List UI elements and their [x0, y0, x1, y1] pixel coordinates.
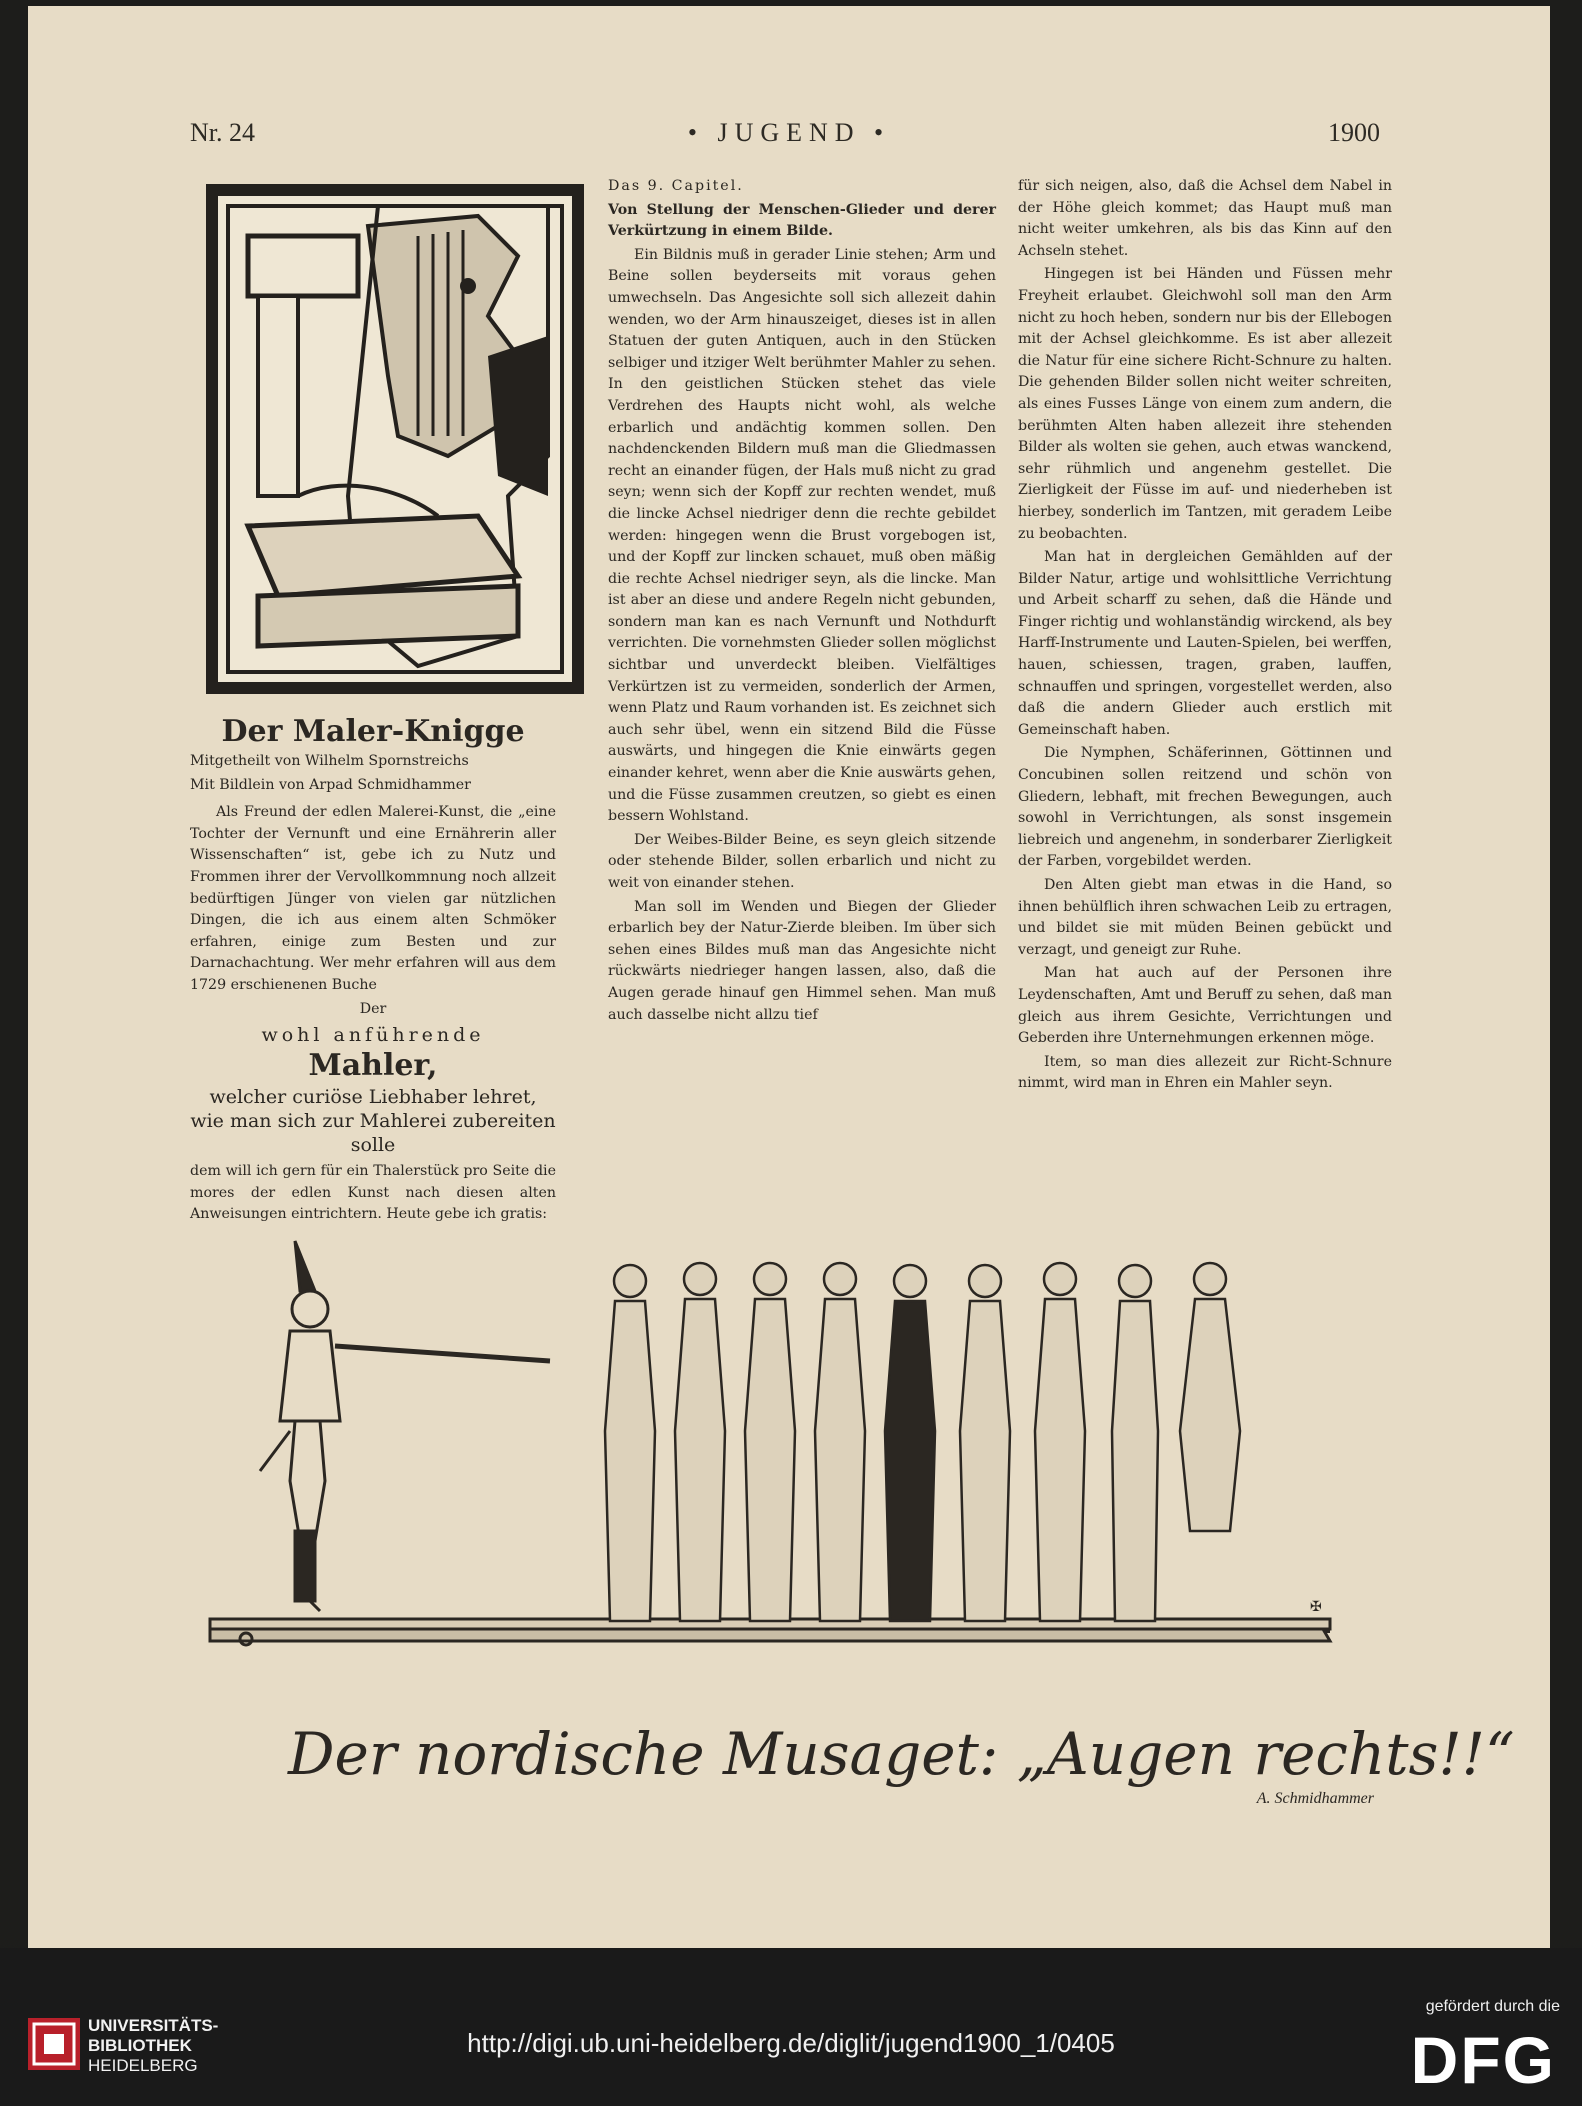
muse-figures	[605, 1263, 1240, 1621]
uni-line-2: BIBLIOTHEK	[88, 2036, 192, 2055]
column-right	[1018, 176, 1392, 1097]
subtitle-line-3: solle	[350, 1134, 396, 1157]
scanned-page	[28, 6, 1550, 1948]
artist-signature: A. Schmidhammer	[1256, 1790, 1374, 1807]
paragraph: Item, so man dies allezeit zur Richt-Schnure nimmt, wird man in Ehren ein Mahler seyn.	[1018, 1053, 1392, 1092]
uni-line-1: UNIVERSITÄTS-	[88, 2016, 219, 2035]
chapter-label: Das 9. Capitel.	[608, 178, 744, 194]
paragraph: Ein Bildnis muß in gerader Linie stehen; Arm und Beine sollen beyderseits mit voraus gehen umwechseln. Das Angesichte soll sich allezeit dahin wenden, wo der Arm hinauszeiget, dieses ist in allen Statuen der guten Antiquen, auch in den Stücken selbiger und itziger Welt berühmter Mahler zu sehen. In den geistlichen Stücken stehet das viele Verdrehen des Haupts nicht wohl, als welche erbarlich und andächtig kommen sollen. Den nachdenckenden Bildern muß man die Gliedmassen recht an einander fügen, der Hals muß nicht zu grad seyn; wenn sich der Kopff zur rechten wendet, muß die lincke Achsel niedriger denn die rechte gebildet werden: hingegen wenn die Brust vorgebogen ist, und der Kopff zur lincken schauet, muß oben mäßig die rechte Achsel niedriger seyn, als die lincke. Man ist aber an diese und andere Regeln nicht gebunden, sondern man kan es nach Vernunft und Nothdurft verrichten. Die vornehmsten Glieder sollen möglichst sichtbar und unverdeckt bleiben. Vielfältiges Verkürtzen ist zu vermeiden, sonderlich der Armen, wenn Platz und Raum vorhanden ist. Es zeichnet sich auch sehr übel, wenn ein sitzend Bild die Füsse auswärts, und hingegen die Knie einwärts gegen einander kehret, wenn aber die Knie auswärts gehen, und die Füsse zusammen creutzen, so giebt es einen bessern Wohlstand.	[608, 246, 996, 825]
paragraph: für sich neigen, also, daß die Achsel dem Nabel in der Höhe gleich kommet; das Haupt muß man nicht weiter umkehren, als bis das Kinn auf den Achseln stehet.	[1018, 178, 1392, 259]
credit-author: Mitgetheilt von Wilhelm Spornstreichs	[190, 753, 469, 769]
column-middle	[608, 176, 996, 1028]
wohl-anfuehrende: wohl anführende	[261, 1024, 485, 1047]
svg-text:✠: ✠	[1310, 1598, 1322, 1614]
paragraph: Man hat in dergleichen Gemählden auf der Bilder Natur, artige und wohlsittliche Verrichtung und Arbeit scharff zu sehen, daß die Hände und Finger richtig und wohlanständig wirckend, als bey Harff-Instrumente und Lauten-Spielen, bei werffen, hauen, schiessen, tragen, graben, lauffen, schnauffen und springen, vorgestellet werden, also daß die andern Glieder auch erstlich mit Gemeinschaft haben.	[1018, 549, 1392, 738]
uni-line-3: HEIDELBERG	[88, 2056, 198, 2075]
source-url-link[interactable]: http://digi.ub.uni-heidelberg.de/diglit/jugend1900_1/0405	[467, 2028, 1115, 2058]
article-title: Der Maler-Knigge	[221, 714, 525, 749]
column-left	[190, 712, 556, 1228]
muses-illustration	[200, 1231, 1380, 1641]
subtitle-line-1: welcher curiöse Liebhaber lehret,	[209, 1086, 537, 1109]
paragraph: Man hat auch auf der Personen ihre Leydenschaften, Amt und Beruff zu sehen, daß man gleich aus ihrem Gesichte, Verrichtungen und Geberden ihre Unternehmungen erkennen möge.	[1018, 965, 1392, 1047]
chapter-heading: Von Stellung der Menschen-Glieder und derer Verkürtzung in einem Bilde.	[608, 201, 996, 240]
painter-woodcut-drawing	[218, 196, 572, 682]
dfg-logo[interactable]: DFG	[1410, 2023, 1556, 2097]
issue-number: Nr. 24	[190, 118, 255, 147]
der-line: Der	[359, 1000, 387, 1017]
framed-woodcut-illustration	[206, 184, 584, 694]
caption-text: Der nordische Musaget: „Augen rechts!!“	[288, 1720, 1515, 1788]
paragraph: Der Weibes-Bilder Beine, es seyn gleich sitzende oder stehende Bilder, sollen erbarlich und nicht zu weit von einander stehen.	[608, 831, 996, 891]
journal-title: • JUGEND •	[687, 118, 891, 147]
funded-by-text: gefördert durch die	[1425, 1998, 1560, 2015]
paragraph: Den Alten giebt man etwas in die Hand, so ihnen behülflich ihren schwachen Leib zu ertragen, und bildet sie mit müden Beinen gebückt und verzagt, und geneigt zur Ruhe.	[1018, 877, 1392, 958]
year: 1900	[1328, 118, 1380, 147]
subtitle-line-2: wie man sich zur Mahlerei zubereiten	[190, 1110, 556, 1133]
mahler-heading: Mahler,	[308, 1048, 438, 1084]
footer-bar	[0, 1948, 1582, 2106]
paragraph: Hingegen ist bei Händen und Füssen mehr Freyheit erlaubet. Gleichwohl soll man den Arm nicht zu hoch heben, sondern nur bis der Ellebogen mit der Achsel gleichkomme. Es ist aber allezeit die Natur für eine sichere Richt-Schnure zu halten. Die gehenden Bilder sollen nicht weiter schreiten, als eines Fusses Länge von einem zum andern, die berühmten Alten haben allezeit ihre stehenden Bilder als wolten sie gehen, auch etwas wanckend, sehr rühmlich und angenehm gestellet. Die Zierligkeit der Füsse im auf- und niederheben ist hierbey, sonderlich im Tantzen, mit geradem Leibe zu beobachten.	[1018, 266, 1392, 542]
paragraph: Die Nymphen, Schäferinnen, Göttinnen und Concubinen sollen reitzend und schön von Gliedern, lebhaft, mit frechen Bewegungen, auch sowohl in Verrichtungen, als sonst insgemein liebreich und angenehm, in sonderbarer Zierligkeit der Farben, vorgebildet werden.	[1018, 745, 1392, 870]
page-header	[28, 118, 1550, 158]
intro-paragraph: Als Freund der edlen Malerei-Kunst, die „eine Tochter der Vernunft und eine Ernährerin aller Wissenschaften“ ist, gebe ich zu Nutz und Frommen ihrer der Vervollkommnung noch allzeit bedürftigen Jünger von vielen gar nützlichen Dingen, die ich aus einem alten Schmöker erfahren, einige zum Besten und zur Darnachachtung. Wer mehr erfahren will aus dem 1729 erschienenen Buche	[190, 804, 556, 993]
conductor-figure	[260, 1241, 550, 1611]
outro-paragraph: dem will ich gern für ein Thalerstück pro Seite die mores der edlen Kunst nach diesen alten Anweisungen eintrichtern. Heute gebe ich gratis:	[190, 1163, 556, 1223]
handwritten-caption	[268, 1712, 1515, 1812]
paragraph: Man soll im Wenden und Biegen der Glieder erbarlich bey der Natur-Zierde bleiben. Im über sich sehen eines Bildes muß man das Angesichte nicht rückwärts niedrieger hangen lassen, also, daß die Augen gerade hinauf gen Himmel sehen. Man muß auch dasselbe nicht allzu tief	[608, 898, 996, 1023]
credit-illustrator: Mit Bildlein von Arpad Schmidhammer	[190, 776, 471, 793]
